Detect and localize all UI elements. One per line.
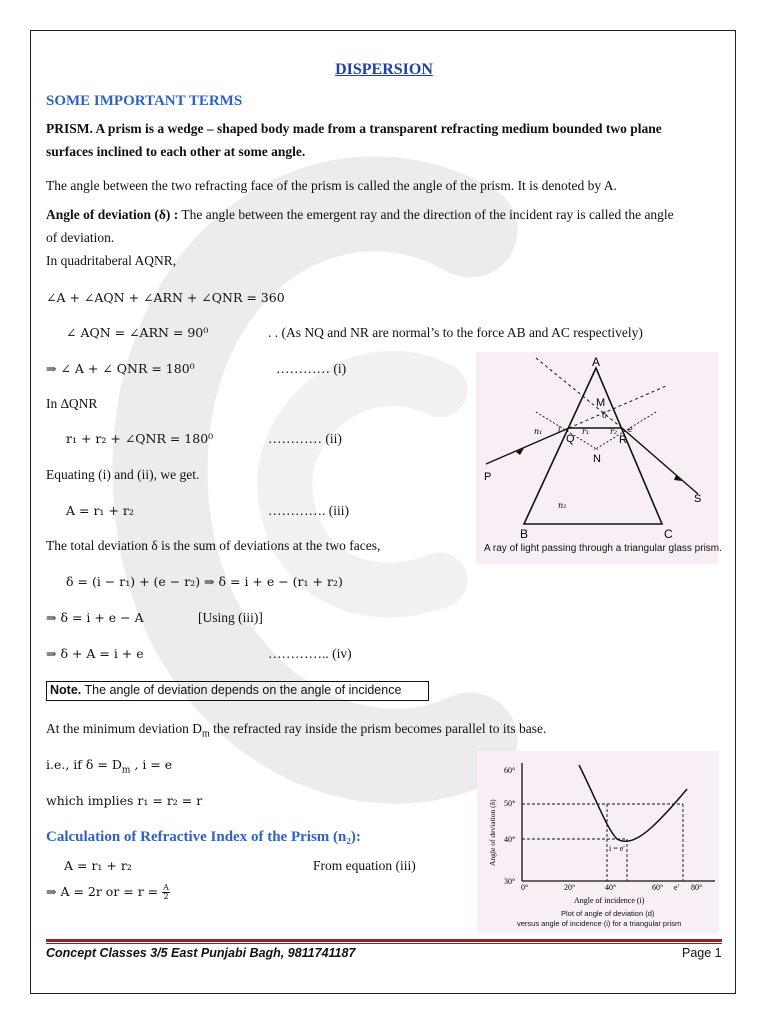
equation-i: ⇒ ∠ A + ∠ QNR = 180⁰ (46, 361, 195, 376)
ie-subscript: m (121, 765, 131, 776)
section-heading-terms: SOME IMPORTANT TERMS (46, 93, 243, 109)
footer-rule-thin (46, 943, 722, 944)
label-A: A (592, 355, 601, 369)
equation-iv: ⇒ δ + A = i + e (46, 646, 144, 661)
equation-iii: A = r₁ + r₂ (66, 503, 134, 518)
footer-address: Concept Classes 3/5 East Punjabi Bagh, 9811741187 (46, 946, 356, 960)
min-dev-subscript: m (201, 728, 210, 740)
label-Q: Q (566, 433, 575, 445)
equation-ii-tag: ………… (ii) (268, 431, 342, 446)
graph-xlabel: Angle of incidence (i) (574, 896, 645, 905)
equating-text: Equating (i) and (ii), we get. (46, 467, 200, 482)
equation-iii-tag: …………. (iii) (268, 503, 349, 518)
equation-2r (46, 883, 170, 901)
label-r1: r₁ (582, 427, 590, 436)
i-equals-e-label: i = e' (609, 844, 625, 853)
total-deviation-text: The total deviation δ is the sum of deviations at the two faces, (46, 538, 381, 553)
equation-r-note: From equation (iii) (313, 858, 416, 873)
equation-ii: r₁ + r₂ + ∠QNR = 180⁰ (66, 431, 214, 446)
label-M: M (596, 397, 606, 409)
min-dev-part1: At the minimum deviation D (46, 721, 202, 736)
deviation-definition-line1 (46, 206, 674, 224)
equation-2r-text: ⇒ A = 2r or = r = (46, 884, 163, 899)
xtick-80: 80° (691, 883, 703, 892)
deviation-graph (477, 751, 719, 933)
equation-iv-tag: ………….. (iv) (268, 646, 352, 661)
note-text: The angle of deviation depends on the angle of incidence (81, 683, 402, 697)
ytick-30: 30° (504, 877, 516, 886)
equation-normals-note: . . (As NQ and NR are normal’s to the force AB and AC respectively) (268, 325, 643, 340)
page-title: DISPERSION (335, 61, 433, 78)
label-delta: δ (602, 411, 607, 420)
xtick-20: 20° (564, 883, 576, 892)
ytick-60: 60° (504, 766, 516, 775)
xtick-40: 40° (605, 883, 617, 892)
label-P: P (484, 471, 492, 483)
label-i: i (558, 425, 561, 434)
equation-delta: δ = (i − r₁) + (e − r₂) ⇒ δ = i + e − (r₁ + r₂) (66, 574, 343, 589)
equation-r: A = r₁ + r₂ (64, 858, 132, 873)
implies-text: which implies r₁ = r₂ = r (46, 793, 203, 808)
ie-part1: i.e., if δ = D (46, 757, 122, 772)
deviation-term: Angle of deviation (δ) : (46, 207, 179, 222)
graph-ylabel: Angle of deviation (δ) (488, 799, 497, 866)
xtick-e: e' (674, 883, 679, 892)
label-e: e (628, 425, 633, 434)
equation-angle-sum: ∠A + ∠AQN + ∠ARN + ∠QNR = 360 (46, 290, 285, 305)
quadrilateral-text: In quadritaberal AQNR, (46, 253, 177, 268)
ytick-40: 40° (504, 835, 516, 844)
equation-delta-2-note: [Using (iii)] (198, 610, 263, 625)
xtick-0: 0° (521, 883, 529, 892)
equation-i-tag: ………… (i) (276, 361, 347, 376)
fraction-denominator: 2 (163, 892, 169, 901)
prism-diagram (476, 352, 718, 564)
fraction-a-over-2 (162, 884, 170, 901)
label-N: N (593, 453, 601, 465)
label-n2: n₂ (558, 501, 567, 510)
note-box (46, 681, 429, 701)
note-label: Note. (50, 683, 82, 697)
min-dev-part2: the refracted ray inside the prism becomes parallel to its base. (209, 721, 547, 736)
equation-normals: ∠ AQN = ∠ARN = 90⁰ (66, 325, 209, 340)
label-B: B (520, 527, 529, 541)
label-S: S (694, 493, 702, 505)
angle-of-prism-text: The angle between the two refracting face of the prism is called the angle of the prism. It is denoted by A. (46, 178, 617, 193)
page-number: Page 1 (682, 946, 722, 960)
minimum-deviation-text (46, 720, 546, 744)
ytick-50: 50° (504, 799, 516, 808)
ie-part2: , i = e (130, 757, 173, 772)
label-r2: r₂ (610, 427, 618, 436)
triangle-text: In ∆QNR (46, 396, 98, 411)
prism-definition-line1: PRISM. A prism is a wedge – shaped body made from a transparent refracting medium bounded two plane (46, 121, 662, 136)
graph-caption-line1: Plot of angle of deviation (d) (561, 909, 655, 918)
prism-ray-figure (476, 352, 722, 564)
prism-definition-line2: surfaces inclined to each other at some angle. (46, 144, 306, 159)
label-R: R (619, 434, 627, 446)
graph-caption-line2: versus angle of incidence (i) for a triangular prism (517, 919, 682, 928)
ie-condition (46, 756, 172, 780)
deviation-graph-figure (477, 751, 719, 933)
section-heading-refractive-index: Calculation of Refractive Index of the Prism (n₂): (46, 829, 361, 845)
label-n1: n₁ (534, 427, 543, 436)
footer-rule (46, 939, 722, 942)
prism-figure-caption: A ray of light passing through a triangular glass prism. (484, 543, 722, 554)
equation-delta-2: ⇒ δ = i + e − A (46, 610, 144, 625)
fraction-numerator: A (163, 883, 169, 892)
deviation-definition-text: The angle between the emergent ray and the direction of the incident ray is called the angle (178, 207, 674, 222)
label-C: C (664, 527, 673, 541)
deviation-definition-line2: of deviation. (46, 230, 115, 245)
xtick-60: 60° (652, 883, 664, 892)
